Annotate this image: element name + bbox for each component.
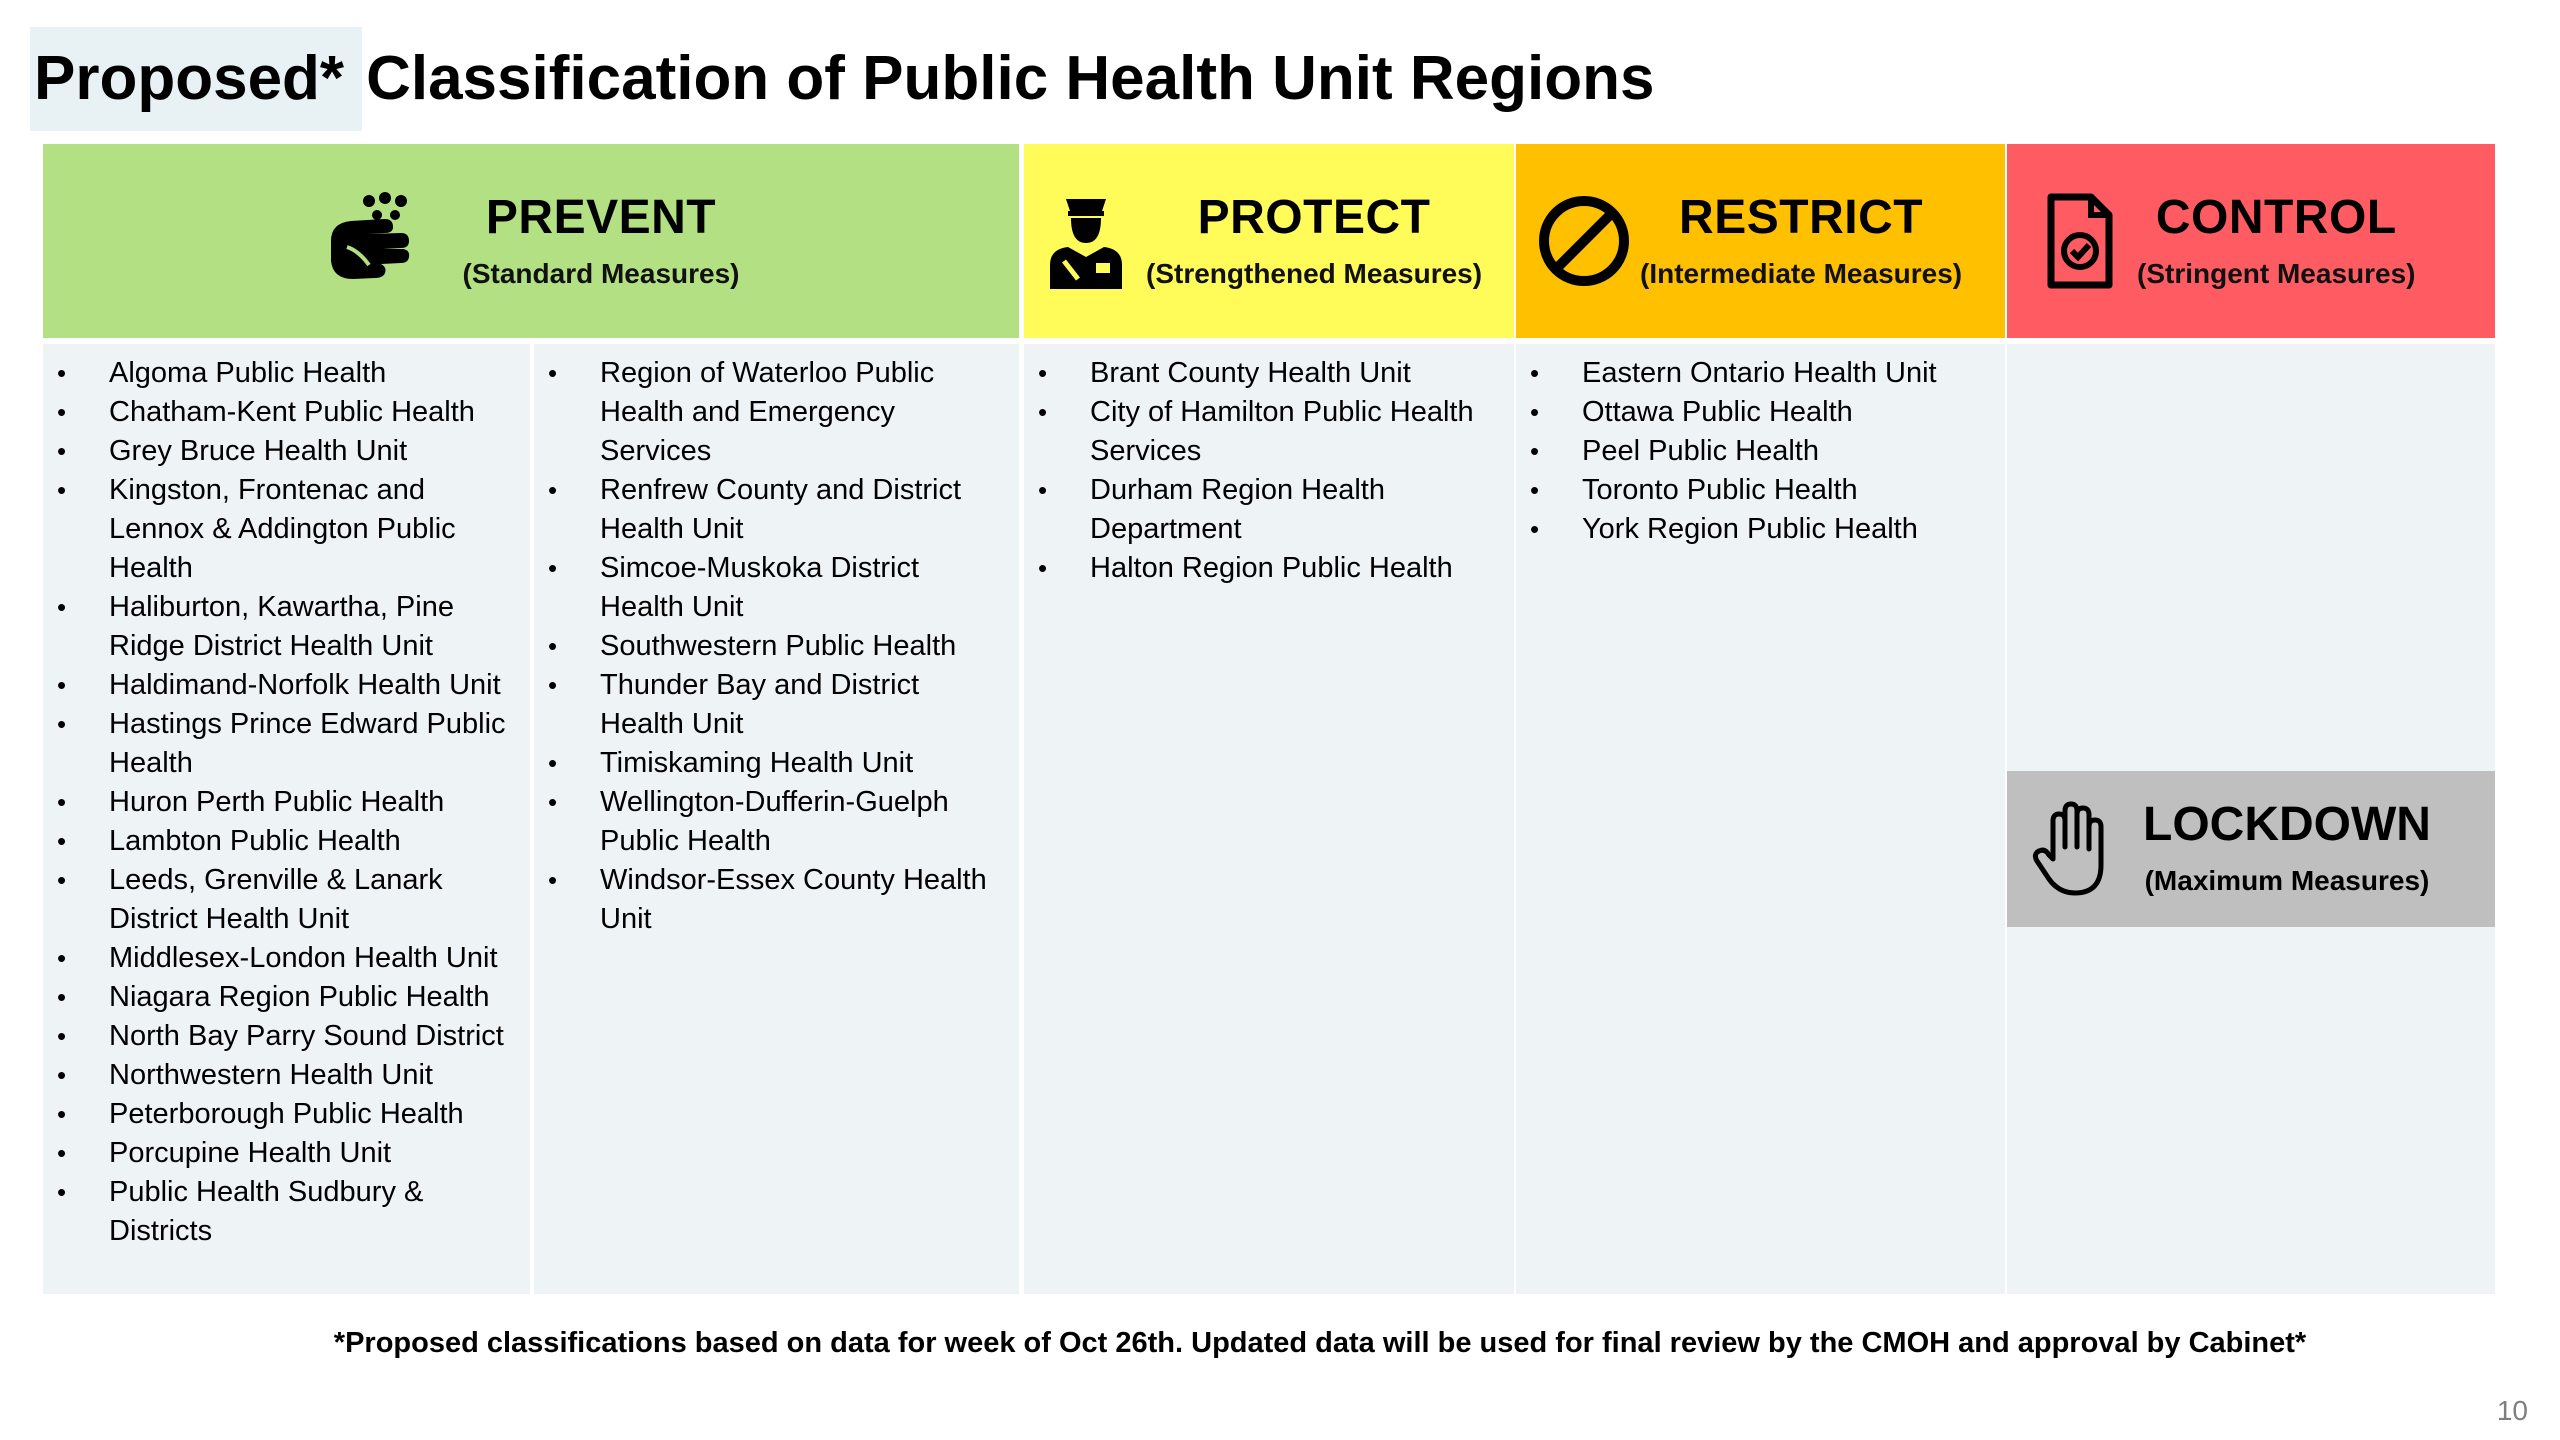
list-item: • Haliburton, Kawartha, Pine Ridge District Health Unit	[43, 588, 513, 666]
list-item: • Renfrew County and District Health Unit	[534, 471, 1004, 549]
control-label: CONTROL	[2155, 191, 2397, 244]
list-item: • Ottawa Public Health	[1516, 393, 1986, 432]
list-item: • Eastern Ontario Health Unit	[1516, 354, 1986, 393]
title-highlight	[30, 27, 362, 131]
restrict-label: RESTRICT	[1679, 191, 1924, 244]
police-officer-icon	[1044, 191, 1128, 291]
list-item: • Huron Perth Public Health	[43, 783, 513, 822]
protect-label: PROTECT	[1197, 191, 1431, 244]
prevent-list-1	[43, 354, 530, 1251]
restrict-column	[1516, 344, 2005, 1294]
list-item: • Kingston, Frontenac and Lennox & Addington Public Health	[43, 471, 513, 588]
list-item: • Brant County Health Unit	[1024, 354, 1494, 393]
page-number: 10	[2496, 1395, 2528, 1426]
list-item: • Halton Region Public Health	[1024, 549, 1494, 588]
prevent-list-2	[534, 354, 1019, 939]
control-sublabel: (Stringent Measures)	[2137, 258, 2416, 289]
restrict-sublabel: (Intermediate Measures)	[1640, 258, 1963, 289]
list-item: • Region of Waterloo Public Health and Emergency Services	[534, 354, 1004, 471]
prevent-header	[43, 144, 1019, 338]
protect-sublabel: (Strengthened Measures)	[1146, 258, 1483, 289]
list-item: • Grey Bruce Health Unit	[43, 432, 513, 471]
hand-washing-icon	[323, 189, 419, 293]
document-check-icon	[2045, 193, 2115, 289]
protect-header	[1024, 144, 1514, 338]
restrict-header	[1516, 144, 2005, 338]
list-item: • Toronto Public Health	[1516, 471, 1986, 510]
prevent-label: PREVENT	[485, 191, 717, 244]
list-item: • Peterborough Public Health	[43, 1095, 513, 1134]
list-item: • Hastings Prince Edward Public Health	[43, 705, 513, 783]
lockdown-box	[2007, 771, 2495, 927]
list-item: • Northwestern Health Unit	[43, 1056, 513, 1095]
lockdown-label: LOCKDOWN	[2143, 798, 2431, 851]
list-item: • North Bay Parry Sound District	[43, 1017, 513, 1056]
control-header	[2007, 144, 2495, 338]
list-item: • Peel Public Health	[1516, 432, 1986, 471]
title-main: Classification of Public Health Unit Regions	[366, 44, 1655, 113]
footnote: *Proposed classifications based on data for week of Oct 26th. Updated data will be used for final review by the CMOH and approval by Cabinet*	[333, 1327, 2307, 1359]
title-proposed: Proposed*	[34, 44, 345, 113]
slide-title	[30, 24, 1654, 134]
list-item: • Lambton Public Health	[43, 822, 513, 861]
list-item: • York Region Public Health	[1516, 510, 1986, 549]
prohibited-icon	[1536, 193, 1632, 289]
list-item: • City of Hamilton Public Health Services	[1024, 393, 1494, 471]
list-item: • Durham Region Health Department	[1024, 471, 1494, 549]
list-item: • Simcoe-Muskoka District Health Unit	[534, 549, 1004, 627]
prevent-column-2	[534, 344, 1019, 1294]
list-item: • Middlesex-London Health Unit	[43, 939, 513, 978]
list-item: • Chatham-Kent Public Health	[43, 393, 513, 432]
list-item: • Wellington-Dufferin-Guelph Public Health	[534, 783, 1004, 861]
list-item: • Southwestern Public Health	[534, 627, 1004, 666]
list-item: • Algoma Public Health	[43, 354, 513, 393]
raised-hand-icon	[2031, 799, 2111, 899]
lockdown-sublabel: (Maximum Measures)	[2144, 865, 2430, 896]
list-item: • Leeds, Grenville & Lanark District Health Unit	[43, 861, 513, 939]
list-item: • Haldimand-Norfolk Health Unit	[43, 666, 513, 705]
list-item: • Porcupine Health Unit	[43, 1134, 513, 1173]
list-item: • Niagara Region Public Health	[43, 978, 513, 1017]
prevent-column-1	[43, 344, 530, 1294]
protect-list	[1024, 354, 1514, 588]
protect-column	[1024, 344, 1514, 1294]
list-item: • Windsor-Essex County Health Unit	[534, 861, 1004, 939]
list-item: • Thunder Bay and District Health Unit	[534, 666, 1004, 744]
list-item: • Public Health Sudbury & Districts	[43, 1173, 513, 1251]
list-item: • Timiskaming Health Unit	[534, 744, 1004, 783]
prevent-sublabel: (Standard Measures)	[462, 258, 740, 289]
restrict-list	[1516, 354, 2005, 549]
